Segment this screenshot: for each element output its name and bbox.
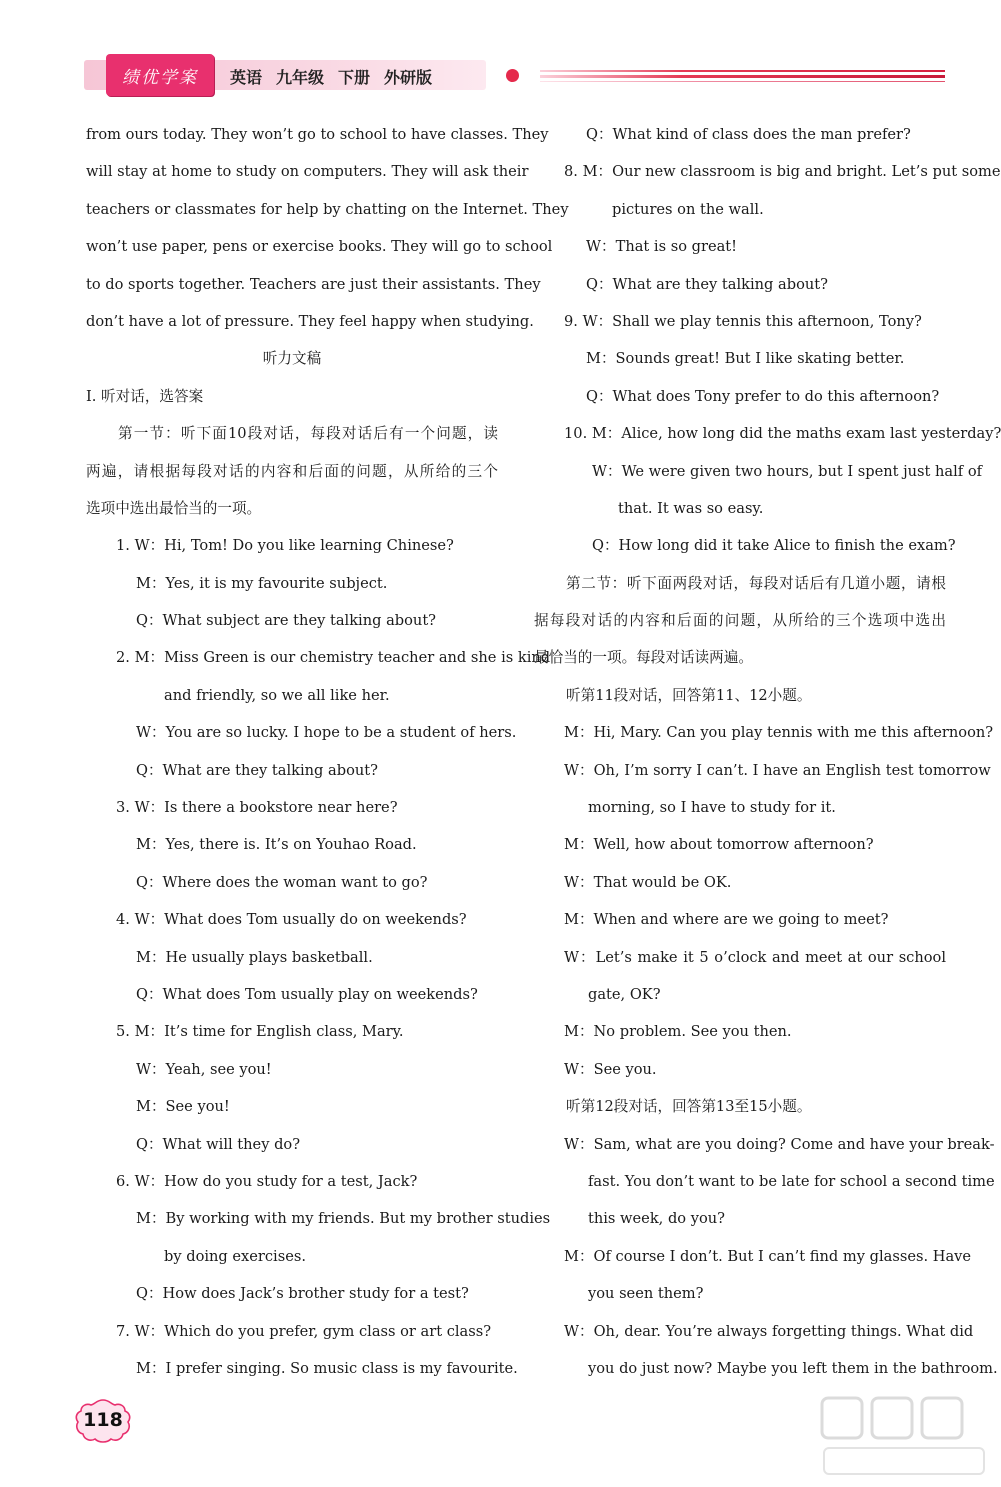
- left-text-line: Q：What subject are they talking about?: [136, 612, 437, 630]
- grade-label: 九年级: [276, 67, 325, 87]
- left-text-line: 选项中选出最恰当的一项。: [86, 499, 262, 517]
- left-text-line: Q：What will they do?: [136, 1135, 301, 1153]
- left-text-line: won’t use paper, pens or exercise books. They will go to school: [86, 238, 553, 256]
- page-number: 118: [83, 1409, 123, 1431]
- right-text-line: W：That would be OK.: [564, 873, 732, 891]
- right-text-line: that. It was so easy.: [618, 499, 764, 517]
- left-text-line: 1. W：Hi, Tom! Do you like learning Chinese?: [116, 537, 454, 555]
- right-column: [534, 116, 1001, 1387]
- right-text-line: 最恰当的一项。每段对话读两遍。: [534, 649, 753, 667]
- right-text-line: 据每段对话的内容和后面的问题，从所给的三个选项中选出: [534, 612, 946, 630]
- left-text-line: M：Yes, there is. It’s on Youhao Road.: [136, 836, 417, 854]
- left-text-line: to do sports together. Teachers are just their assistants. They: [86, 275, 541, 293]
- left-text-line: 7. W：Which do you prefer, gym class or art class?: [116, 1322, 492, 1340]
- left-text-line: W：You are so lucky. I hope to be a student of hers.: [136, 724, 517, 742]
- right-text-line: W：Oh, I’m sorry I can’t. I have an English test tomorrow: [564, 761, 991, 779]
- left-text-line: 第一节：听下面10段对话，每段对话后有一个问题，读: [118, 425, 498, 443]
- edition-label: 外研版: [384, 67, 433, 87]
- right-text-line: fast. You don’t want to be late for school a second time: [588, 1172, 995, 1190]
- left-text-line: Q：What are they talking about?: [136, 761, 378, 779]
- right-text-line: M：Well, how about tomorrow afternoon?: [564, 836, 874, 854]
- left-text-line: M：By working with my friends. But my brother studies: [136, 1210, 551, 1228]
- left-text-line: 3. W：Is there a bookstore near here?: [116, 799, 398, 817]
- right-text-line: W：Oh, dear. You’re always forgetting things. What did: [564, 1322, 974, 1340]
- subject-label: 英语: [230, 67, 263, 87]
- left-text-line: 5. M：It’s time for English class, Mary.: [116, 1023, 404, 1041]
- right-text-line: Q：What does Tony prefer to do this afternoon?: [586, 387, 940, 405]
- left-text-line: W：Yeah, see you!: [136, 1060, 272, 1078]
- right-text-line: M：No problem. See you then.: [564, 1023, 792, 1041]
- left-text-line: Q：Where does the woman want to go?: [136, 873, 428, 891]
- left-text-line: by doing exercises.: [164, 1247, 306, 1265]
- right-text-line: pictures on the wall.: [612, 200, 764, 218]
- left-text-line: M：See you!: [136, 1098, 230, 1116]
- left-text-line: Ⅰ. 听对话，选答案: [86, 387, 204, 405]
- right-text-line: W：We were given two hours, but I spent just half of: [592, 462, 983, 480]
- left-text-line: M：He usually plays basketball.: [136, 948, 373, 966]
- right-text-line: 9. W：Shall we play tennis this afternoon, Tony?: [564, 312, 922, 330]
- brand-tag: 绩优学案: [106, 54, 214, 96]
- left-text-line: from ours today. They won’t go to school to have classes. They: [86, 126, 549, 143]
- right-text-line: Q：How long did it take Alice to finish the exam?: [592, 537, 956, 555]
- right-text-line: this week, do you?: [588, 1210, 725, 1228]
- right-text-line: Q：What kind of class does the man prefer?: [586, 126, 911, 143]
- left-text-line: M：Yes, it is my favourite subject.: [136, 574, 388, 592]
- header-rule: [540, 68, 945, 84]
- left-text-line: don’t have a lot of pressure. They feel happy when studying.: [86, 312, 534, 330]
- right-text-line: M：Sounds great! But I like skating better.: [586, 350, 905, 368]
- left-text-line: will stay at home to study on computers. They will ask their: [86, 163, 529, 181]
- right-text-line: 听第11段对话，回答第11、12小题。: [566, 686, 812, 704]
- left-text-line: 6. W：How do you study for a test, Jack?: [116, 1172, 418, 1190]
- right-text-line: 8. M：Our new classroom is big and bright. Let’s put some: [564, 163, 1001, 181]
- right-text-line: W：That is so great!: [586, 238, 738, 256]
- left-text-line: Q：What does Tom usually play on weekends?: [136, 985, 478, 1003]
- watermark-icon: [802, 1392, 998, 1482]
- header-dot: [506, 69, 519, 82]
- left-text-line: 4. W：What does Tom usually do on weekends?: [116, 911, 467, 929]
- right-text-line: W：Sam, what are you doing? Come and have your break-: [564, 1135, 995, 1153]
- right-text-line: 听第12段对话，回答第13至15小题。: [566, 1098, 812, 1116]
- left-column: [86, 116, 569, 1387]
- page-number-badge: [73, 1397, 133, 1443]
- right-text-line: you do just now? Maybe you left them in the bathroom.: [588, 1359, 998, 1377]
- book-title: [230, 62, 446, 90]
- left-text-line: Q：How does Jack’s brother study for a test?: [136, 1285, 469, 1303]
- left-text-line: 两遍，请根据每段对话的内容和后面的问题，从所给的三个: [86, 462, 498, 480]
- left-text-line: M：I prefer singing. So music class is my favourite.: [136, 1359, 518, 1377]
- right-text-line: morning, so I have to study for it.: [588, 799, 836, 817]
- right-text-line: Q：What are they talking about?: [586, 275, 828, 293]
- right-text-line: W：See you.: [564, 1060, 657, 1078]
- right-text-line: 第二节：听下面两段对话，每段对话后有几道小题，请根: [566, 574, 946, 592]
- right-text-line: M：Of course I don’t. But I can’t find my glasses. Have: [564, 1247, 972, 1265]
- right-text-line: gate, OK?: [588, 985, 661, 1003]
- right-text-line: M：Hi, Mary. Can you play tennis with me this afternoon?: [564, 724, 994, 742]
- right-text-line: 10. M：Alice, how long did the maths exam last yesterday?: [564, 425, 1001, 443]
- right-text-line: W：Let’s make it 5 o’clock and meet at our school: [564, 948, 946, 966]
- right-text-line: M：When and where are we going to meet?: [564, 911, 889, 929]
- right-text-line: you seen them?: [588, 1285, 704, 1303]
- left-text-line: teachers or classmates for help by chatting on the Internet. They: [86, 200, 569, 218]
- left-text-line: 2. M：Miss Green is our chemistry teacher and she is kind: [116, 649, 551, 667]
- left-text-line: 听力文稿: [262, 350, 322, 368]
- left-text-line: and friendly, so we all like her.: [164, 686, 390, 704]
- volume-label: 下册: [338, 67, 371, 87]
